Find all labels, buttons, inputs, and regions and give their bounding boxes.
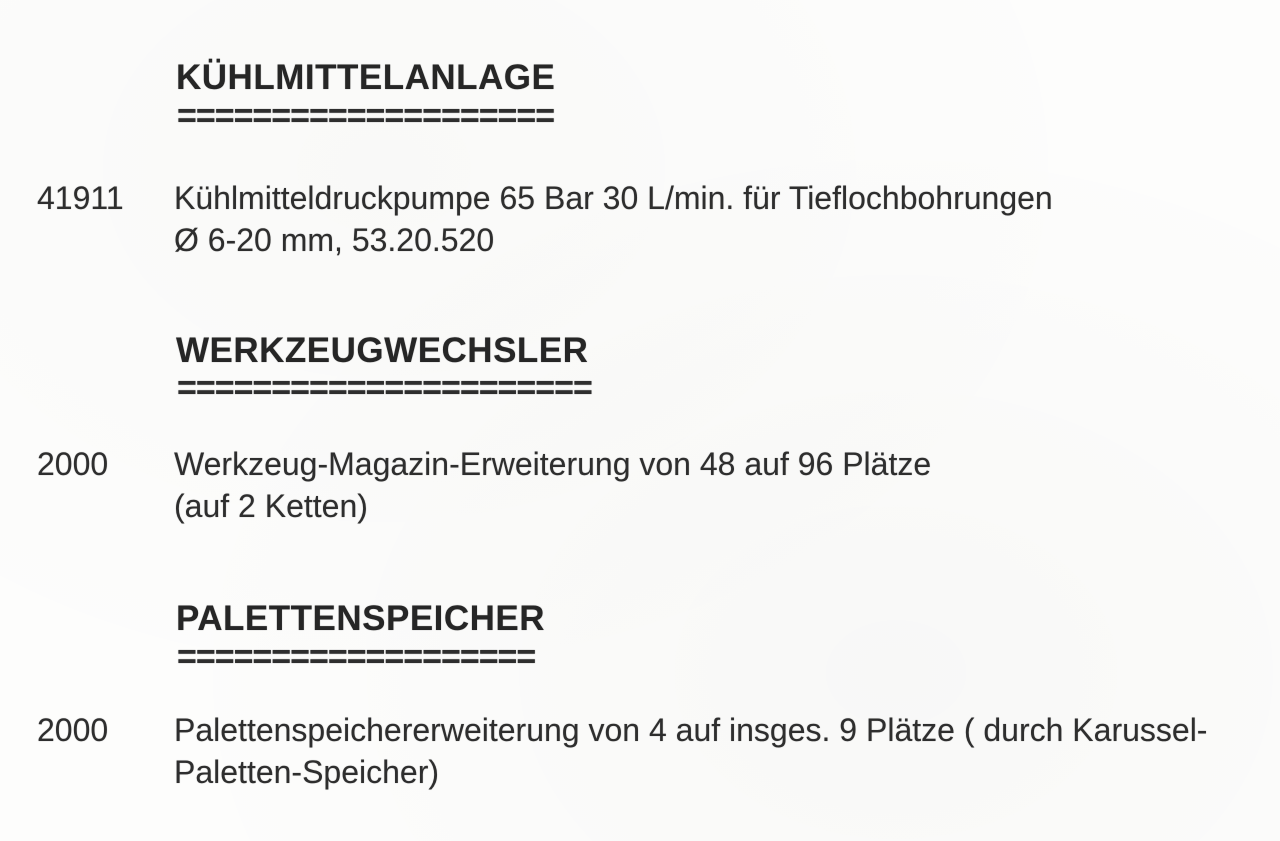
section-heading-kuehlmittelanlage: KÜHLMITTELANLAGE	[176, 58, 556, 97]
section-heading-palettenspeicher: PALETTENSPEICHER	[176, 599, 546, 638]
item-description-line: Kühlmitteldruckpumpe 65 Bar 30 L/min. für Tieflochbohrungen	[174, 180, 1053, 216]
heading-underline: ===================	[177, 638, 536, 676]
item-description-line: (auf 2 Ketten)	[174, 488, 368, 524]
item-code: 2000	[37, 712, 109, 748]
heading-underline: ======================	[177, 369, 592, 407]
section-heading-werkzeugwechsler: WERKZEUGWECHSLER	[176, 331, 589, 370]
item-description-line: Ø 6-20 mm, 53.20.520	[174, 222, 495, 258]
item-code: 2000	[37, 446, 109, 482]
item-description-line: Werkzeug-Magazin-Erweiterung von 48 auf 96 Plätze	[174, 446, 932, 482]
item-code: 41911	[37, 180, 124, 216]
item-description-line: Palettenspeichererweiterung von 4 auf insges. 9 Plätze ( durch Karussel-	[174, 712, 1208, 748]
heading-underline: ====================	[177, 97, 555, 135]
item-description-line: Paletten-Speicher)	[174, 754, 440, 790]
